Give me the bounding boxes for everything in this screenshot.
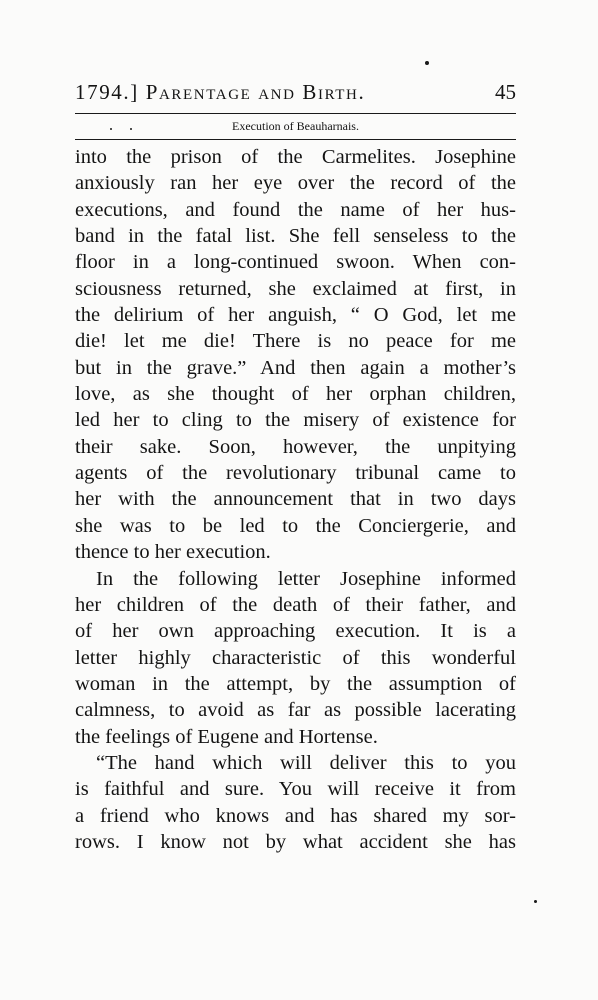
- text-line: the feelings of Eugene and Hortense.: [75, 725, 378, 748]
- header-rule-top: [75, 113, 516, 114]
- text-line: sciousness returned, she exclaimed at first, in: [75, 277, 516, 300]
- text-line: woman in the attempt, by the assumption of: [75, 672, 516, 695]
- page-number: 45: [495, 80, 516, 104]
- section-subhead: Execution of Beauharnais.: [232, 119, 359, 133]
- text-line: calmness, to avoid as far as possible lacerating: [75, 699, 516, 722]
- text-line: thence to her execution.: [75, 541, 271, 564]
- text-line: executions, and found the name of her hus-: [75, 198, 516, 221]
- body-text: [75, 144, 516, 855]
- text-line: the delirium of her anguish, “ O God, let me: [75, 304, 516, 327]
- text-line: led her to cling to the misery of existence for: [75, 409, 516, 432]
- text-line: anxiously ran her eye over the record of the: [75, 172, 516, 195]
- text-line: her with the announcement that in two days: [75, 488, 516, 511]
- text-line: letter highly characteristic of this wonderful: [75, 646, 516, 669]
- text-line: she was to be led to the Conciergerie, and: [75, 514, 516, 537]
- text-line: but in the grave.” And then again a mother’s: [75, 356, 516, 379]
- page-header: [75, 77, 516, 107]
- running-head: 1794.] Parentage and Birth.: [75, 80, 366, 104]
- text-line: die! let me die! There is no peace for me: [75, 330, 516, 353]
- text-line: her children of the death of their father, and: [75, 593, 516, 616]
- text-line: a friend who knows and has shared my sor-: [75, 804, 516, 827]
- text-line: floor in a long-continued swoon. When con-: [75, 251, 516, 274]
- text-line: band in the fatal list. She fell senseless to the: [75, 225, 516, 248]
- text-line: their sake. Soon, however, the unpitying: [75, 435, 516, 458]
- text-line: In the following letter Josephine informed: [96, 567, 516, 590]
- ink-speck: [425, 61, 429, 65]
- text-line: agents of the revolutionary tribunal came to: [75, 462, 516, 485]
- text-line: of her own approaching execution. It is a: [75, 620, 516, 643]
- ink-speck: [534, 900, 537, 903]
- text-line: is faithful and sure. You will receive it from: [75, 778, 516, 801]
- text-line: love, as she thought of her orphan children,: [75, 383, 516, 406]
- text-line: “The hand which will deliver this to you: [96, 751, 516, 774]
- text-line: into the prison of the Carmelites. Josephine: [75, 146, 516, 168]
- text-line: rows. I know not by what accident she has: [75, 830, 516, 853]
- header-rule-bottom: [75, 139, 516, 140]
